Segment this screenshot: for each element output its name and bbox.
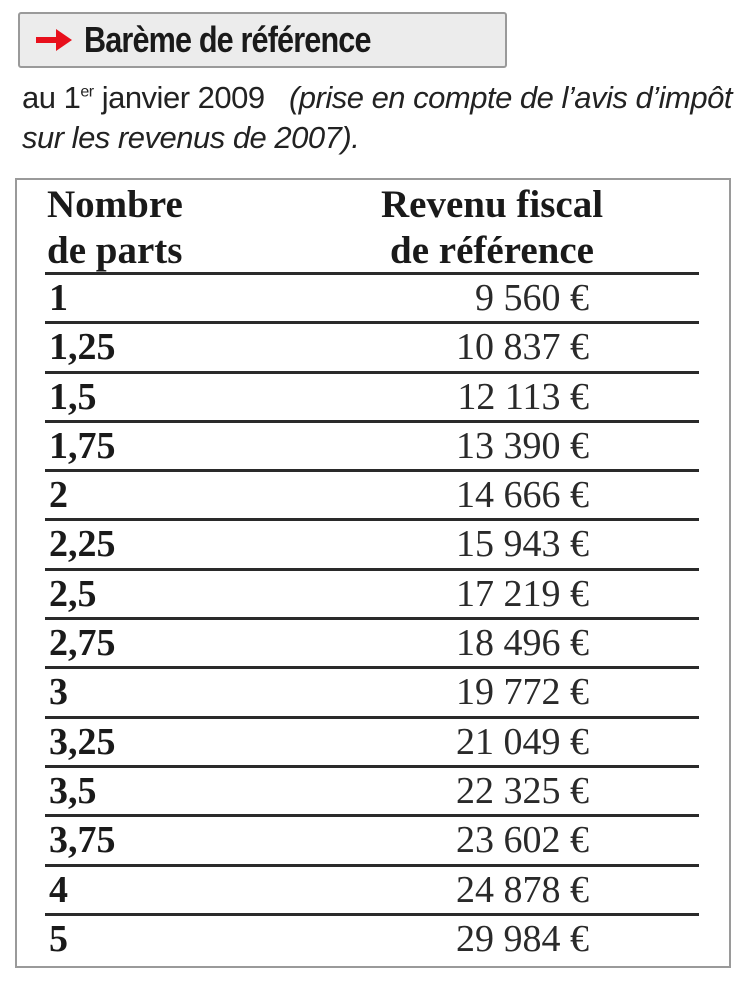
- cell-parts: 2: [49, 474, 68, 517]
- header-revenu-line2: de référence: [390, 229, 594, 272]
- cell-parts: 1,25: [49, 326, 116, 369]
- table-row: [45, 617, 699, 666]
- table-row: [45, 814, 699, 863]
- table-row: [45, 864, 699, 913]
- cell-revenu: 12 113 €: [457, 375, 589, 418]
- cell-revenu: 22 325 €: [456, 769, 589, 812]
- cell-revenu: 19 772 €: [456, 671, 589, 714]
- header-parts-line1: Nombre: [47, 183, 183, 226]
- table-row: [45, 518, 699, 567]
- column-header-revenu: [357, 182, 627, 274]
- table-row: [45, 666, 699, 715]
- header-revenu-line1: Revenu fiscal: [380, 183, 604, 226]
- table-row: [45, 913, 699, 962]
- column-header-parts: [47, 182, 183, 274]
- cell-parts: 2,25: [49, 523, 116, 566]
- cell-revenu: 10 837 €: [456, 326, 589, 369]
- cell-parts: 5: [49, 917, 68, 960]
- cell-revenu: 15 943 €: [456, 523, 589, 566]
- date-sup: er: [80, 83, 94, 101]
- cell-revenu: 18 496 €: [456, 622, 589, 665]
- arrow-right-icon: [34, 25, 74, 55]
- table-row: [45, 765, 699, 814]
- cell-revenu: 9 560 €: [475, 277, 589, 319]
- table-row: [45, 272, 699, 321]
- table-row: [45, 321, 699, 370]
- table-row: [45, 568, 699, 617]
- cell-parts: 2,5: [49, 572, 97, 615]
- cell-parts: 1,5: [49, 375, 97, 418]
- cell-revenu: 24 878 €: [456, 868, 589, 911]
- title-box: [18, 12, 507, 68]
- cell-parts: 1,75: [49, 424, 116, 467]
- cell-parts: 3,25: [49, 720, 116, 763]
- table-row: [45, 420, 699, 469]
- cell-revenu: 17 219 €: [456, 572, 589, 615]
- table-row: [45, 371, 699, 420]
- cell-revenu: 23 602 €: [456, 819, 589, 862]
- cell-revenu: 14 666 €: [456, 474, 589, 517]
- cell-parts: 3,5: [49, 769, 97, 812]
- cell-revenu: 21 049 €: [456, 720, 589, 763]
- subtitle: [22, 78, 732, 158]
- cell-parts: 4: [49, 868, 68, 911]
- cell-revenu: 13 390 €: [456, 424, 589, 467]
- cell-parts: 2,75: [49, 622, 116, 665]
- table-body: [45, 272, 699, 962]
- date-suffix: janvier 2009: [93, 80, 265, 115]
- table-row: [45, 469, 699, 518]
- cell-parts: 1: [49, 277, 68, 319]
- cell-parts: 3: [49, 671, 68, 714]
- subtitle-note: (prise en compte de l’avis d’impôt sur les revenus de 2007).: [22, 80, 732, 155]
- cell-revenu: 29 984 €: [456, 917, 589, 960]
- cell-parts: 3,75: [49, 819, 116, 862]
- date-prefix: au 1: [22, 80, 81, 115]
- table-row: [45, 716, 699, 765]
- reference-table: [15, 178, 731, 968]
- header-parts-line2: de parts: [47, 229, 183, 272]
- page-title: Barème de référence: [84, 19, 371, 60]
